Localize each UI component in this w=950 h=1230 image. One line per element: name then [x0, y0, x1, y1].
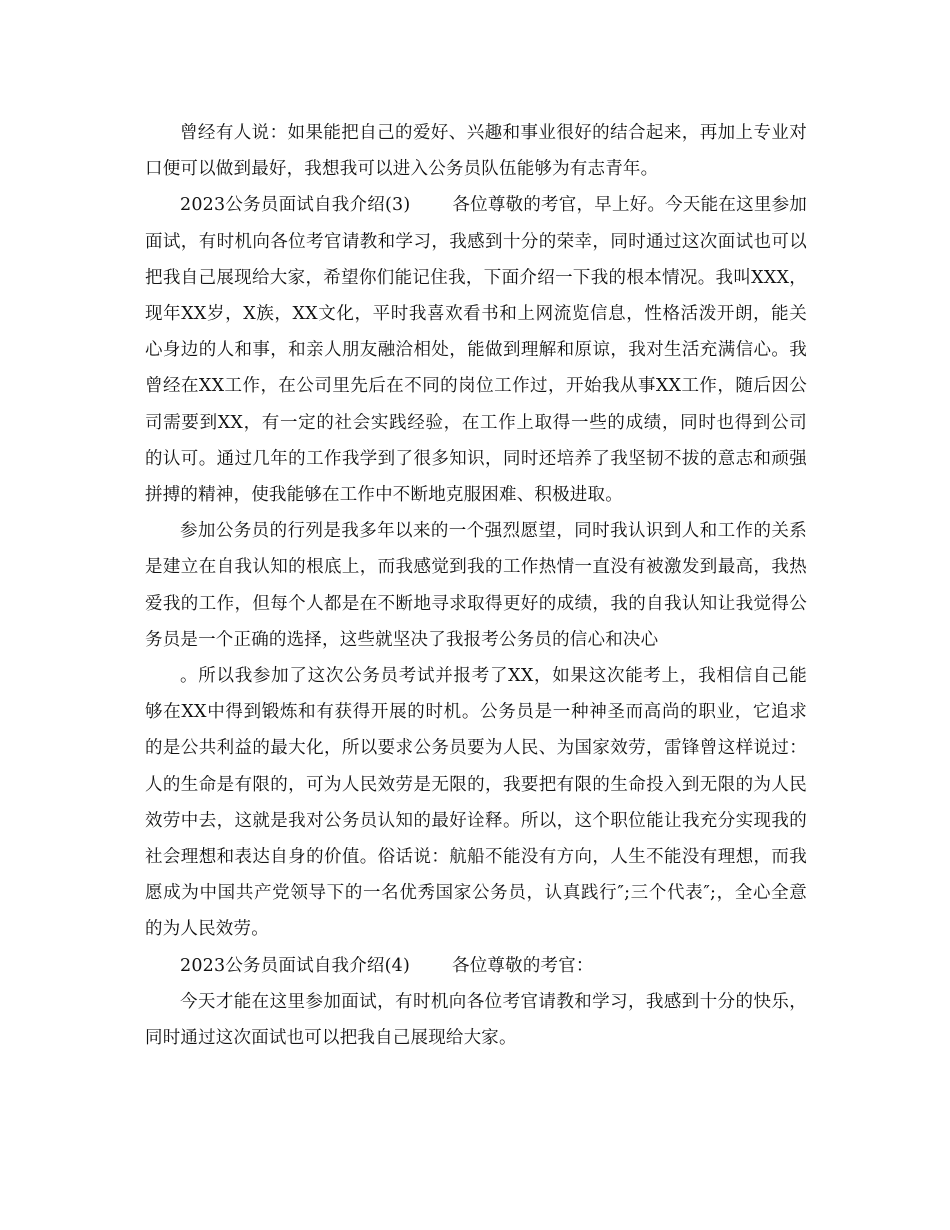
section-heading-3: 2023公务员面试自我介绍(3): [180, 195, 411, 216]
document-body: [145, 115, 807, 1056]
paragraph-text: 今天才能在这里参加面试，有时机向各位考官请教和学习，我感到十分的快乐，同时通过这次面试也可以把我自己展现给大家。: [145, 991, 807, 1049]
section-heading-4: 2023公务员面试自我介绍(4): [180, 955, 411, 976]
paragraph-3: [145, 513, 807, 658]
paragraph-text: 参加公务员的行列是我多年以来的一个强烈愿望，同时我认识到人和工作的关系是建立在自我认知的根底上，而我感觉到我的工作热情一直没有被激发到最高，我热爱我的工作，但每个人都是在不断地寻求取得更好的成绩，我的自我认知让我觉得公务员是一个正确的选择，这些就坚决了我报考公务员的信心和决心: [145, 521, 807, 650]
paragraph-5: [145, 948, 807, 984]
paragraph-text: 。所以我参加了这次公务员考试并报考了XX，如果这次能考上，我相信自己能够在XX中得到锻炼和有获得开展的时机。公务员是一种神圣而高尚的职业，它追求的是公共利益的最大化，所以要求公务员要为人民、为国家效劳，雷锋曾这样说过：人的生命是有限的，可为人民效劳是无限的，我要把有限的生命投入到无限的为人民效劳中去，这就是我对公务员认知的最好诠释。所以，这个职位能让我充分实现我的社会理想和表达自身的价值。俗话说：航船不能没有方向，人生不能没有理想，而我愿成为中国共产党领导下的一名优秀国家公务员，认真践行″;三个代表″;，全心全意的为人民效劳。: [145, 666, 807, 940]
paragraph-text: 各位尊敬的考官，早上好。今天能在这里参加面试，有时机向各位考官请教和学习，我感到十分的荣幸，同时通过这次面试也可以把我自己展现给大家，希望你们能记住我，下面介绍一下我的根本情况。我叫XXX，现年XX岁，X族，XX文化，平时我喜欢看书和上网流览信息，性格活泼开朗，能关心身边的人和事，和亲人朋友融洽相处，能做到理解和原谅，我对生活充满信心。我曾经在XX工作，在公司里先后在不同的岗位工作过，开始我从事XX工作，随后因公司需要到XX，有一定的社会实践经验，在工作上取得一些的成绩，同时也得到公司的认可。通过几年的工作我学到了很多知识，同时还培养了我坚韧不拔的意志和顽强拼搏的精神，使我能够在工作中不断地克服困难、积极进取。: [145, 195, 808, 506]
paragraph-text: 各位尊敬的考官：: [452, 955, 594, 976]
paragraph-text: 曾经有人说：如果能把自己的爱好、兴趣和事业很好的结合起来，再加上专业对口便可以做到最好，我想我可以进入公务员队伍能够为有志青年。: [145, 123, 807, 180]
paragraph-2: [145, 187, 807, 513]
paragraph-4: [145, 658, 807, 948]
paragraph-6: [145, 984, 807, 1056]
paragraph-1: [145, 115, 807, 187]
